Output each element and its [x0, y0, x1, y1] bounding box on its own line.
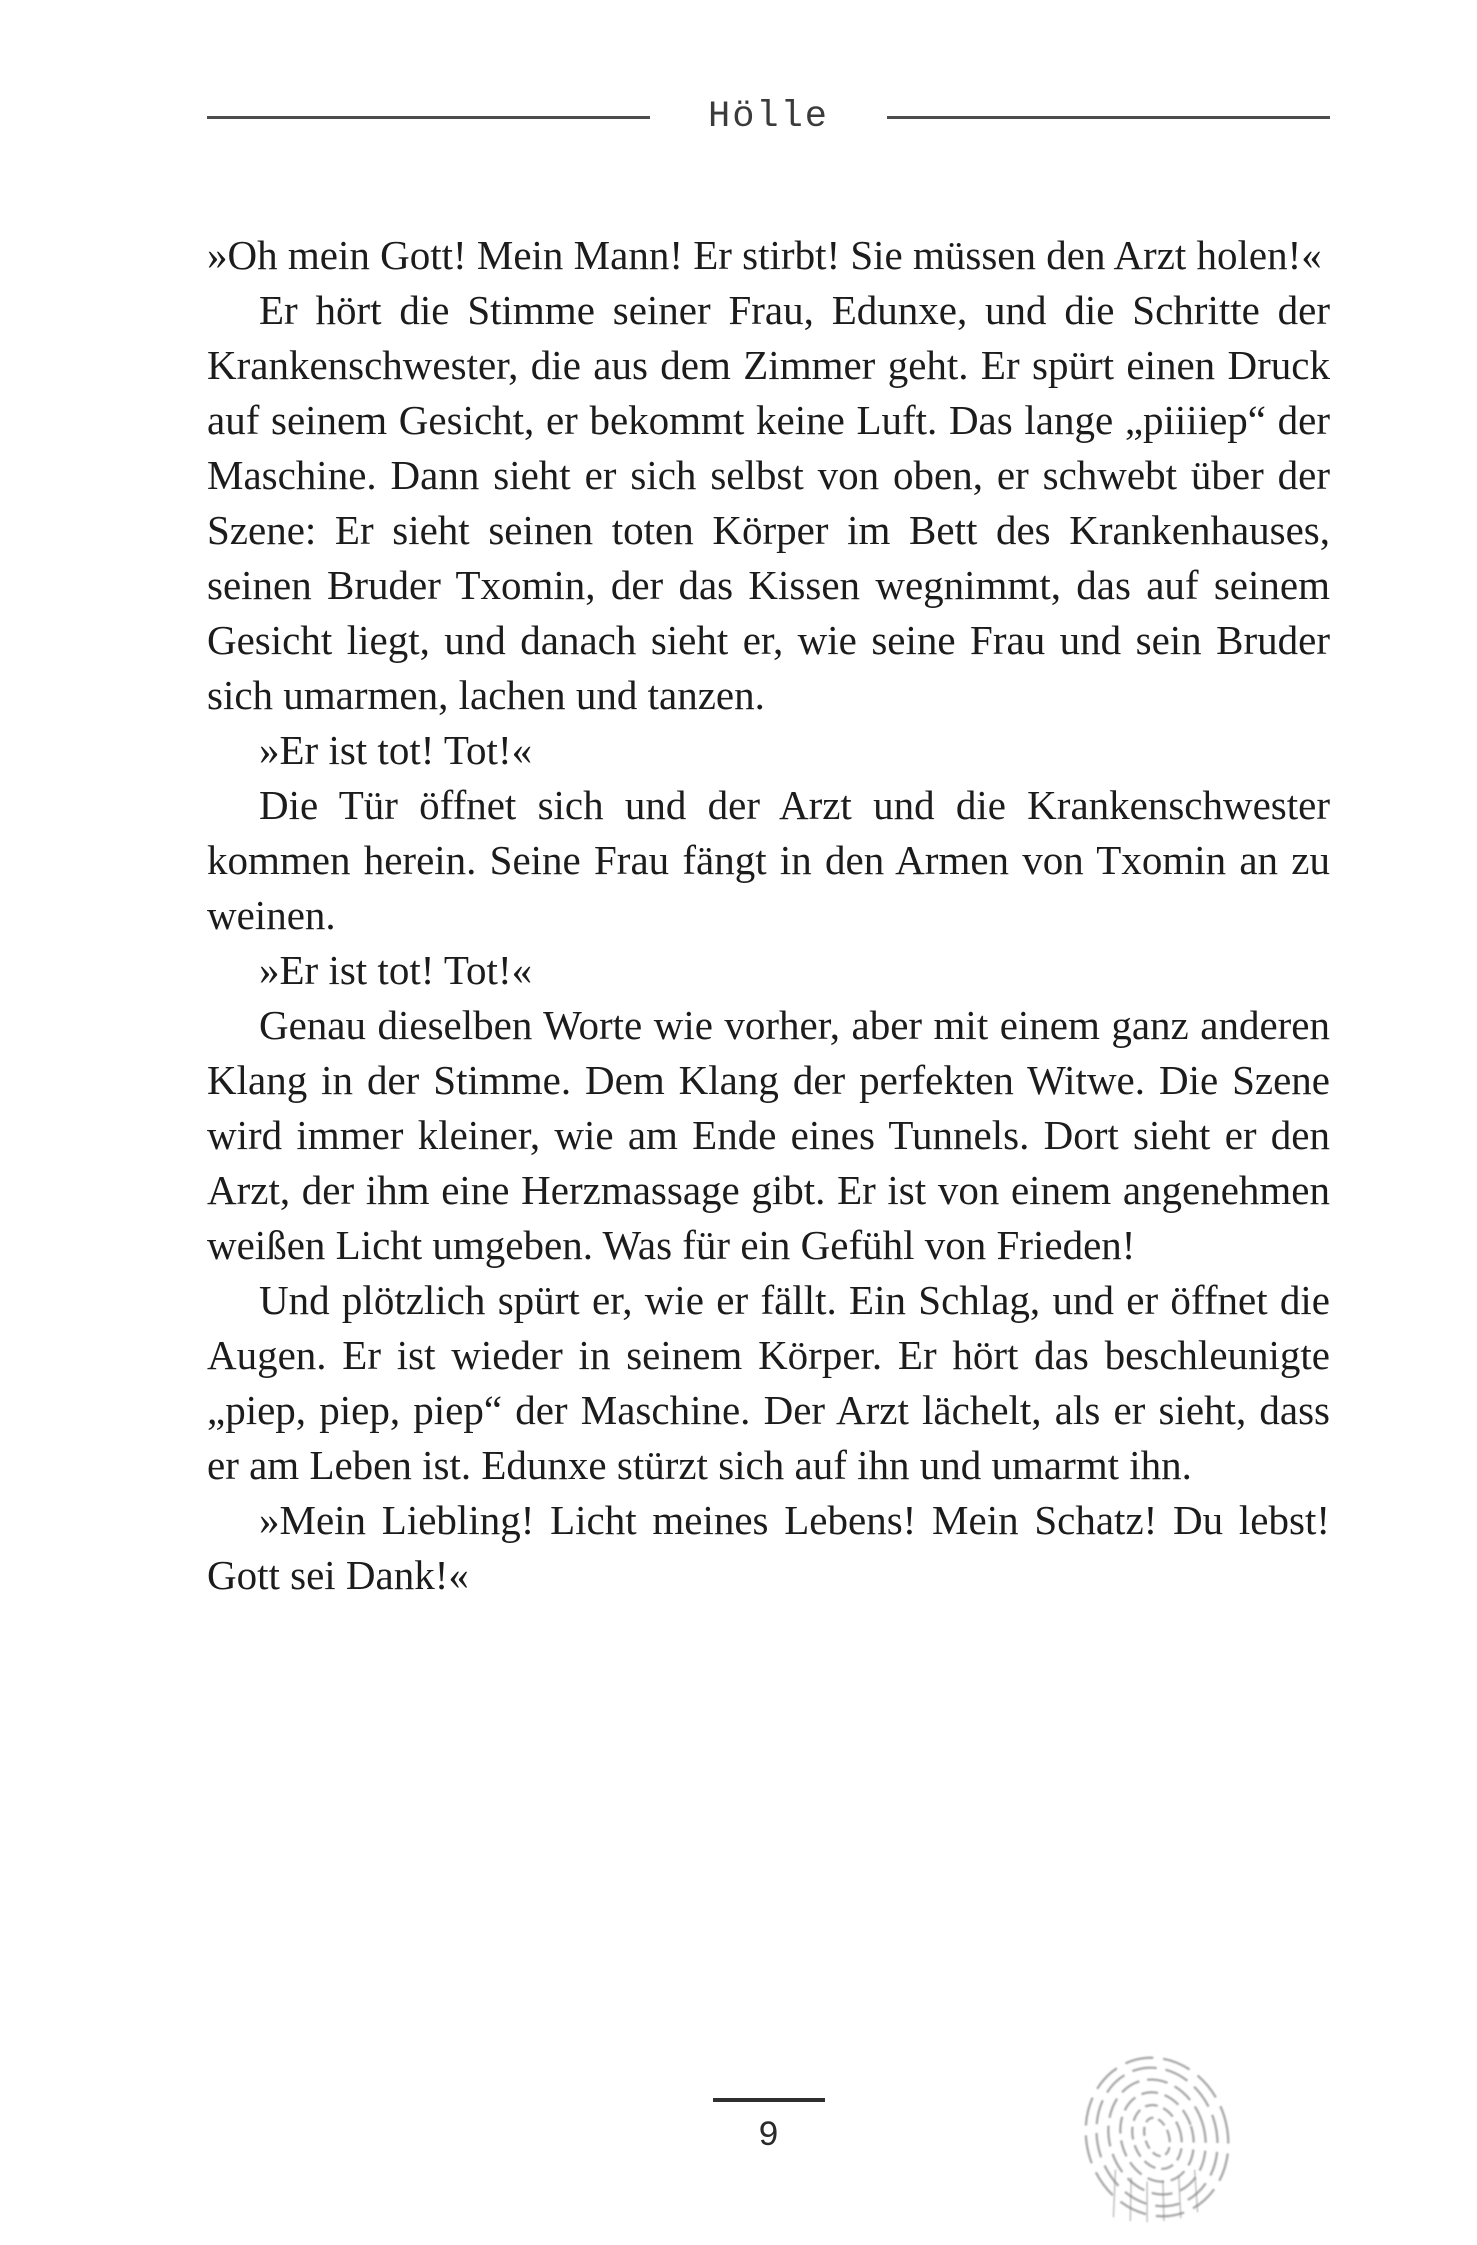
paragraph: Die Tür öffnet sich und der Arzt und die Krankenschwester kommen herein. Seine Frau fängt in den Armen von Txomin an zu weinen.: [207, 782, 1330, 938]
header-rule-left: [207, 116, 650, 119]
page-footer: [207, 2098, 1330, 2156]
paragraph: »Er ist tot! Tot!«: [259, 727, 533, 773]
paragraph: »Oh mein Gott! Mein Mann! Er stirbt! Sie müssen den Arzt holen!«: [207, 232, 1322, 278]
footer-rule: [713, 2098, 825, 2102]
paragraph: Und plötzlich spürt er, wie er fällt. Ein Schlag, und er öffnet die Augen. Er ist wieder in seinem Körper. Er hört das beschleunigte „piep, piep, piep“ der Maschine. Der Arzt lächelt, als er sieht, dass er am Leben ist. Edunxe stürzt sich auf ihn und umarmt ihn.: [207, 1277, 1330, 1488]
body-text: [207, 228, 1330, 1603]
paragraph: »Er ist tot! Tot!«: [259, 947, 533, 993]
header-rule-right: [887, 116, 1330, 119]
page-number: 9: [757, 2116, 779, 2156]
paragraph: »Mein Liebling! Licht meines Lebens! Mein Schatz! Du lebst! Gott sei Dank!«: [207, 1497, 1330, 1598]
paragraph: Er hört die Stimme seiner Frau, Edunxe, und die Schritte der Krankenschwester, die aus dem Zimmer geht. Er spürt einen Druck auf seinem Gesicht, er bekommt keine Luft. Das lange „piiiiep“ der Maschine. Dann sieht er sich selbst von oben, er schwebt über der Szene: Er sieht seinen toten Körper im Bett des Krankenhauses, seinen Bruder Txomin, der das Kissen wegnimmt, das auf seinem Gesicht liegt, und danach sieht er, wie seine Frau und sein Bruder sich umarmen, lachen und tanzen.: [207, 287, 1330, 718]
paragraph: Genau dieselben Worte wie vorher, aber mit einem ganz anderen Klang in der Stimme. Dem Klang der perfekten Witwe. Die Szene wird immer kleiner, wie am Ende eines Tunnels. Dort sieht er den Arzt, der ihm eine Herzmassage gibt. Er ist von einem angenehmen weißen Licht umgeben. Was für ein Gefühl von Frieden!: [207, 1002, 1330, 1268]
chapter-header: [207, 96, 1330, 138]
chapter-title: Hölle: [707, 96, 830, 138]
